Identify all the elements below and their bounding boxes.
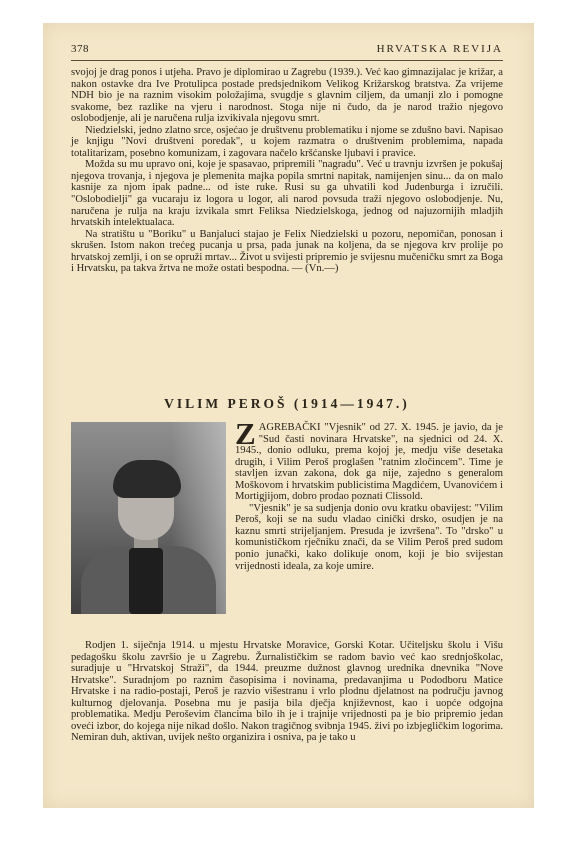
drop-cap: Z xyxy=(235,416,256,451)
paragraph: Na stratištu u "Boriku" u Banjaluci stajao je Felix Niedzielski u pozoru, nepomičan, ponosan i skrušen. Istom nakon trećeg pucanja u prsa, pada junak na koljena, da se njegova krv prolije po hrvatskoj zemlji, i on se opruži mrtav... Život u svijesti pripremio je svijesnu mučeničku smrt za Boga i Hrvatsku, pa takva žrtva ne može ostati bespodna. — (Vn.—) xyxy=(71,228,503,275)
article-body xyxy=(71,640,503,744)
previous-article-continuation xyxy=(71,67,503,275)
book-page xyxy=(43,23,534,808)
paragraph: ZAGREBAČKI "Vjesnik" od 27. X. 1945. je javio, da je "Sud časti novinara Hrvatske", na sjednici od 24. X. 1945., donio odluku, prema kojoj je, medju više desetaka drugih, i Vilim Peroš proglašen "ratnim zločincem". Time je stavljen izvan zakona, dok ga nije, zajedno s generalom Moškovom i hrvatskim publicistima Magdićem, Uvanovićem i Mortigjijom, dobro prodao poznati Clissold. xyxy=(235,416,503,503)
article-side-text xyxy=(235,416,503,572)
header-rule xyxy=(71,60,503,61)
paragraph: svojoj je drag ponos i utjeha. Pravo je diplomirao u Zagrebu (1939.). Već kao gimnazijalac je križar, a nakon ostavke dra Ive Protulipca postade predsjednikom Velikog Križarskog bratstva. Za vrijeme NDH bio je na raznim visokim položajima, svugdje s glavnim ciljem, da umanji zlo i pomogne svakome, bez razlike na vjeru i narodnost. Stoga nije ni čudo, da je narod tražio njegovo oslobodjenje, ali je naručena rulja izvikivala njegovu smrt. xyxy=(71,67,503,125)
portrait-photo xyxy=(71,422,226,614)
paragraph: Rodjen 1. siječnja 1914. u mjestu Hrvatske Moravice, Gorski Kotar. Učiteljsku školu i Višu pedagošku školu završio je u Zagrebu. Žurnalističkim se radom bavio već kao srednjoškolac, suradjuje u "Hrvatskoj Straži", da 1944. preuzme dužnost glavnog urednika dnevnika "Nove Hrvatske". Suradnjom po raznim časopisima i novinama, predavanjima u Pododboru Matice Hrvatske i na radio-postaji, Peroš je razvio višestranu i vrlo plodnu djelatnost na području javnog kulturnog djelovanja. Posebna mu je pasija bila dječja književnost, kao i uopće odgojna problematika. Medju Peroševim člancima bilo ih je i trajnije vrijednosti pa je bio pripremio jedan oveći izbor, do kojega nije nikad došlo. Nakon tragičnog svibnja 1945. živi po izbjegličkim logorima. Nemiran duh, aktivan, uvijek nešto organizira i osniva, pa je tako u xyxy=(71,640,503,744)
article-title: VILIM PEROŠ (1914—1947.) xyxy=(164,396,410,411)
page-number: 378 xyxy=(71,43,89,55)
paragraph: Možda su mu upravo oni, koje je spasavao, pripremili "nagradu". Već u travnju izvršen je pokušaj njegova trovanja, i njegova je plemenita majka popila smrtni napitak, namijenjen sinu... da on malo kasnije za njom ipak padne... od iste ruke. Rusi su ga uhvatili kod Judenburga i izručili. "Oslobodielji" ga vucaraju iz logora u logor, ali narod povsuda traži njegovo oslobodjenje. Nu, naručena je rulja na kraju izvikala smrt Feliksa Niedzielskoga, jednog od najuzornijih mladjih hrvatskih intelektualaca. xyxy=(71,159,503,229)
paragraph: "Vjesnik" je sa sudjenja donio ovu kratku obavijest: "Vilim Peroš, koji se na sudu vladao cinički drsko, osudjen je na kaznu smrti strijeljanjem. Presuda je izvršena". To "drsko" u komunističkom rječniku znači, da se Vilim Peroš pred sudom ponio junački, kako dolikuje onom, koji je bio svijestan vrijednosti ideala, za koje umire. xyxy=(235,502,503,572)
paragraph: Niedzielski, jedno zlatno srce, osjećao je društvenu problematiku i njome se zdušno bavi. Napisao je knjigu "Novi društveni poredak", u kojem razmatra o društvenim problemima, napada totalitarizam, posebno komunizam, i zagovara načelo kršćanske ljubavi i pravice. xyxy=(71,124,503,159)
running-head: HRVATSKA REVIJA xyxy=(376,43,503,55)
